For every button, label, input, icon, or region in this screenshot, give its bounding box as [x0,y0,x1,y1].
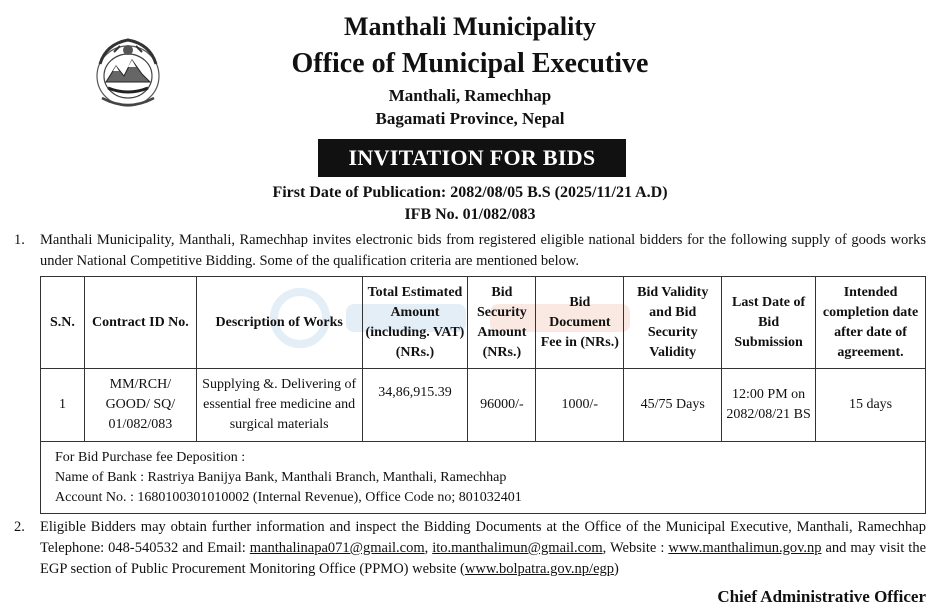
header-completion: Intended completion date after date of agreement. [816,277,926,369]
fee-deposition-cell [41,442,926,514]
cell-sn: 1 [41,369,85,442]
cell-total-amount: 34,86,915.39 [362,369,468,442]
notice-title-banner: INVITATION FOR BIDS [318,139,626,177]
header-description: Description of Works [196,277,362,369]
header-bid-security: Bid Security Amount (NRs.) [468,277,536,369]
cell-document-fee: 1000/- [536,369,624,442]
header-bid-validity: Bid Validity and Bid Security Validity [624,277,722,369]
office-location: Manthali, Ramechhap [388,86,552,105]
cell-contract-id: MM/RCH/ GOOD/ SQ/ 01/082/083 [84,369,196,442]
office-name: Office of Municipal Executive [291,48,649,79]
para1-number: 1. [14,232,25,248]
municipality-name: Manthali Municipality [343,12,597,41]
header-contract-id: Contract ID No. [84,277,196,369]
header-total-amount: Total Estimated Amount (including. VAT) (NRs.) [362,277,468,369]
cell-last-date: 12:00 PM on 2082/08/21 BS [722,369,816,442]
para2-text-c: and may visit the EGP section of Public Procurement Monitoring Office (PPMO) website ( [40,540,926,577]
email-link-2[interactable]: ito.manthalimun@gmail.com [432,540,603,556]
header-sn: S.N. [41,277,85,369]
fee-account: Account No. : 1680100301010002 (Internal Revenue), Office Code no; 801032401 [55,490,522,505]
para2-text [40,517,926,580]
cell-completion: 15 days [816,369,926,442]
cell-bid-validity: 45/75 Days [624,369,722,442]
fee-deposition-row [41,442,926,514]
para2-text-d: ) [614,561,619,577]
bid-table [40,276,926,514]
para2-text-b: , Website : [602,540,669,556]
table-header-row [41,277,926,369]
header-document-fee: Bid Document Fee in (NRs.) [536,277,624,369]
para2-text-a: Eligible Bidders may obtain further information and inspect the Bidding Documents at the Office of the Municipal Executive, Manthali, Ramechhap Telephone: 048-540532 and Email: [40,519,926,556]
fee-title: For Bid Purchase fee Deposition : [55,450,246,465]
table-row [41,369,926,442]
website-link[interactable]: www.manthalimun.gov.np [668,540,822,556]
email-link-1[interactable]: manthalinapa071@gmail.com [249,540,425,556]
egp-link[interactable]: www.bolpatra.gov.np/egp [464,561,615,577]
fee-bank: Name of Bank : Rastriya Banijya Bank, Manthali Branch, Manthali, Ramechhap [55,470,507,485]
ifb-number: IFB No. 01/082/083 [404,206,536,223]
para1-text: Manthali Municipality, Manthali, Ramechhap invites electronic bids from registered eligible national bidders for the following supply of goods works under National Competitive Bidding. Some of the qualification criteria are mentioned below. [40,232,926,269]
para2-number: 2. [14,519,25,535]
office-province: Bagamati Province, Nepal [375,109,565,128]
header-last-date: Last Date of Bid Submission [722,277,816,369]
signatory-title: Chief Administrative Officer [717,587,926,606]
publication-date: First Date of Publication: 2082/08/05 B.S (2025/11/21 A.D) [272,184,668,201]
cell-description: Supplying &. Delivering of essential free medicine and surgical materials [196,369,362,442]
cell-bid-security: 96000/- [468,369,536,442]
para2-sep: , [424,540,433,556]
